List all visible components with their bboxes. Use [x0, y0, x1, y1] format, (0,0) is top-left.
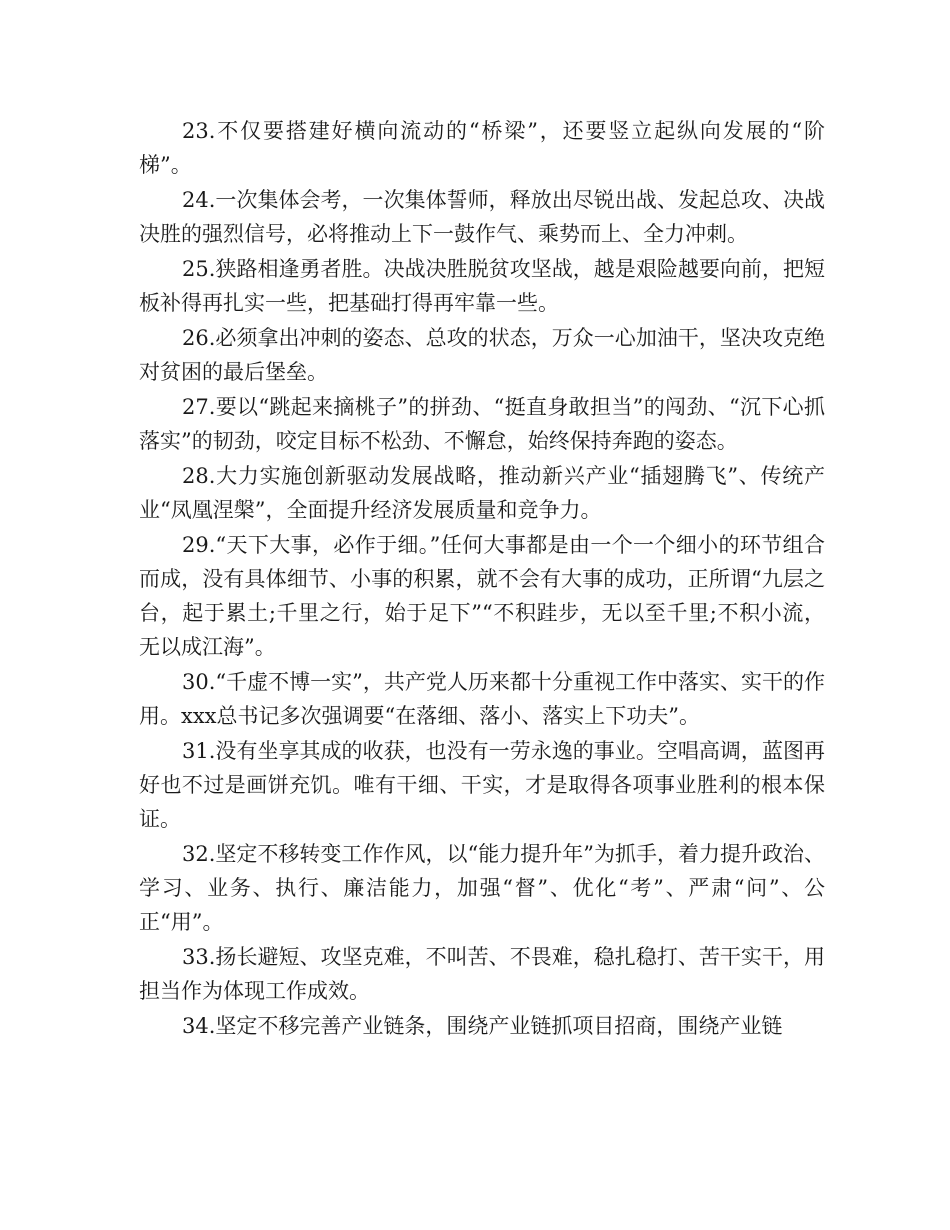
paragraph-23: 23.不仅要搭建好横向流动的“桥梁”，还要竖立起纵向发展的“阶梯”。 — [139, 119, 825, 177]
document-body — [139, 114, 825, 1044]
paragraph-32: 32.坚定不移转变工作作风，以“能力提升年”为抓手，着力提升政治、学习、业务、执行、廉洁能力，加强“督”、优化“考”、严肃“问”、公正“用”。 — [139, 842, 825, 934]
paragraph-34: 34.坚定不移完善产业链条，围绕产业链抓项目招商，围绕产业链 — [182, 1014, 783, 1038]
paragraph-28: 28.大力实施创新驱动发展战略，推动新兴产业“插翅腾飞”、传统产业“凤凰涅槃”，全面提升经济发展质量和竞争力。 — [139, 464, 825, 522]
paragraph-31: 31.没有坐享其成的收获，也没有一劳永逸的事业。空唱高调，蓝图再好也不过是画饼充饥。唯有干细、干实，才是取得各项事业胜利的根本保证。 — [139, 739, 825, 831]
paragraph-30: 30.“千虚不博一实”，共产党人历来都十分重视工作中落实、实干的作用。xxx总书记多次强调要“在落细、落小、落实上下功夫”。 — [139, 670, 825, 728]
paragraph-26: 26.必须拿出冲刺的姿态、总攻的状态，万众一心加油干，坚决攻克绝对贫困的最后堡垒。 — [139, 326, 825, 384]
paragraph-33: 33.扬长避短、攻坚克难，不叫苦、不畏难，稳扎稳打、苦干实干，用担当作为体现工作成效。 — [139, 945, 825, 1003]
paragraph-25: 25.狭路相逢勇者胜。决战决胜脱贫攻坚战，越是艰险越要向前，把短板补得再扎实一些，把基础打得再牢靠一些。 — [139, 257, 825, 315]
paragraph-29: 29.“天下大事，必作于细。”任何大事都是由一个一个细小的环节组合而成，没有具体细节、小事的积累，就不会有大事的成功，正所谓“九层之台，起于累土;千里之行，始于足下”“不积跬步，无以至千里;不积小流，无以成江海”。 — [139, 533, 825, 659]
paragraph-27: 27.要以“跳起来摘桃子”的拼劲、“挺直身敢担当”的闯劲、“沉下心抓落实”的韧劲，咬定目标不松劲、不懈怠，始终保持奔跑的姿态。 — [139, 395, 825, 453]
paragraph-24: 24.一次集体会考，一次集体誓师，释放出尽锐出战、发起总攻、决战决胜的强烈信号，必将推动上下一鼓作气、乘势而上、全力冲刺。 — [139, 188, 825, 246]
